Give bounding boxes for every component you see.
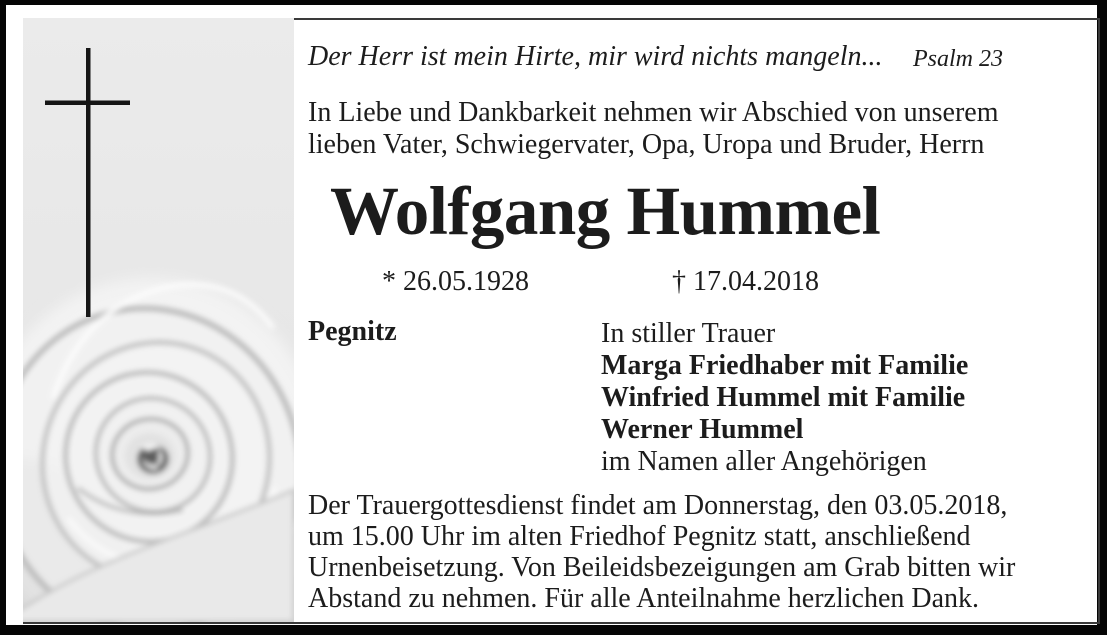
mourning-closing: im Namen aller Angehörigen bbox=[601, 446, 927, 477]
funeral-line-1: Der Trauergottesdienst findet am Donnerstag, den 03.05.2018, bbox=[308, 490, 1008, 521]
psalm-reference: Psalm 23 bbox=[913, 46, 1003, 72]
funeral-line-2: um 15.00 Uhr im alten Friedhof Pegnitz statt, anschließend bbox=[308, 521, 971, 552]
funeral-line-3: Urnenbeisetzung. Von Beileidsbezeigungen am Grab bitten wir bbox=[308, 552, 1016, 583]
funeral-line-4: Abstand zu nehmen. Für alle Anteilnahme herzlichen Dank. bbox=[308, 583, 980, 614]
memorial-photo bbox=[23, 18, 294, 622]
funeral-info bbox=[308, 490, 1015, 614]
mourner-name: Winfried Hummel mit Familie bbox=[601, 382, 966, 413]
city-label: Pegnitz bbox=[308, 316, 397, 347]
mourner-name: Werner Hummel bbox=[601, 414, 804, 445]
intro-line-1: In Liebe und Dankbarkeit nehmen wir Abschied von unserem bbox=[308, 97, 999, 128]
mourning-intro: In stiller Trauer bbox=[601, 318, 776, 349]
birth-date: * 26.05.1928 bbox=[382, 266, 529, 297]
death-date: † 17.04.2018 bbox=[672, 266, 819, 297]
quote-text: Der Herr ist mein Hirte, mir wird nichts mangeln... bbox=[308, 41, 883, 72]
rose-image bbox=[23, 18, 294, 622]
mourner-name: Marga Friedhaber mit Familie bbox=[601, 350, 969, 381]
notice-card bbox=[6, 5, 1097, 625]
mourning-block bbox=[601, 318, 968, 478]
intro-text bbox=[308, 97, 998, 161]
deceased-name: Wolfgang Hummel bbox=[330, 173, 881, 249]
intro-line-2: lieben Vater, Schwiegervater, Opa, Uropa und Bruder, Herrn bbox=[308, 129, 985, 160]
